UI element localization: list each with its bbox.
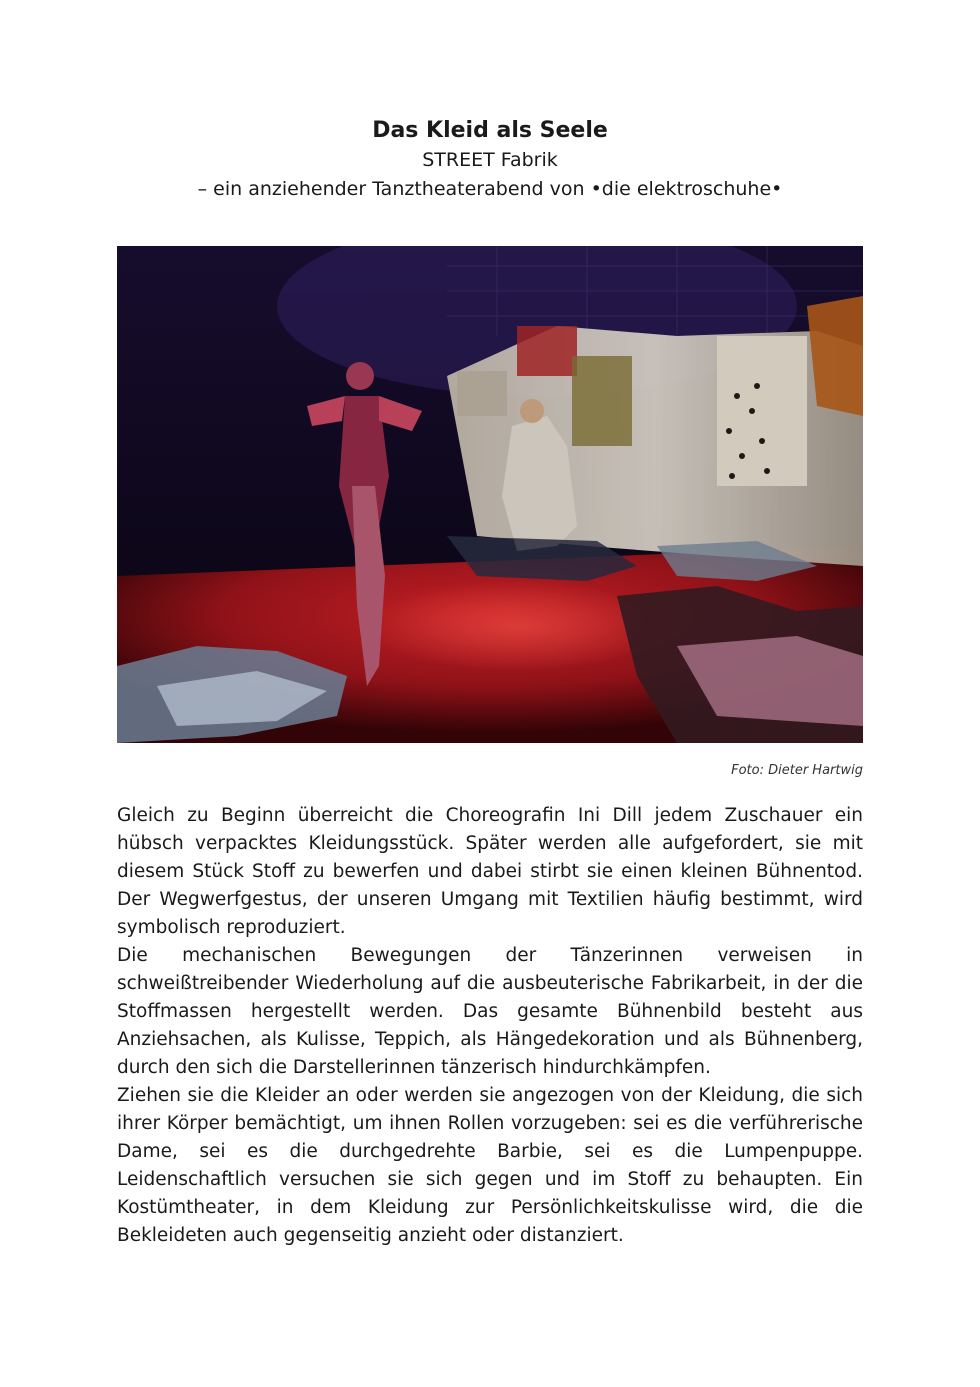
- page-subtitle: STREET Fabrik: [422, 149, 558, 171]
- photo-credit: Foto: Dieter Hartwig: [731, 763, 863, 778]
- page-tagline: – ein anziehender Tanztheaterabend von •die elektroschuhe•: [197, 178, 783, 200]
- paragraph: Die mechanischen Bewegungen der Tänzerinnen verweisen in schweißtreibender Wiederholung auf die ausbeuterische Fabrikarbeit, in der die Stoffmassen hergestellt werden. Das gesamte Bühnenbild besteht aus Anziehsachen, als Kulisse, Teppich, als Hängedekoration und als Bühnenberg, durch den sich die Darstellerinnen tänzerisch hindurchkämpfen.: [117, 945, 863, 1078]
- stage-photo: [117, 246, 863, 743]
- paragraph: Gleich zu Beginn überreicht die Choreografin Ini Dill jedem Zuschauer ein hübsch verpacktes Kleidungsstück. Später werden alle aufgefordert, sie mit diesem Stück Stoff zu bewerfen und dabei stirbt sie einen kleinen Bühnentod. Der Wegwerfgestus, der unseren Umgang mit Textilien häufig bestimmt, wird symbolisch reproduziert.: [117, 805, 863, 938]
- page-title: Das Kleid als Seele: [372, 118, 608, 143]
- article-body: [117, 802, 863, 1250]
- article-header: [0, 116, 980, 204]
- paragraph: Ziehen sie die Kleider an oder werden sie angezogen von der Kleidung, die sich ihrer Körper bemächtigt, um ihnen Rollen vorzugeben: sei es die verführerische Dame, sei es die durchgedrehte Barbie, sei es die Lumpenpuppe. Leidenschaftlich versuchen sie sich gegen und im Stoff zu behaupten. Ein Kostümtheater, in dem Kleidung zur Persönlichkeitskulisse wird, die die Bekleideten auch gegenseitig anzieht oder distanziert.: [117, 1085, 863, 1246]
